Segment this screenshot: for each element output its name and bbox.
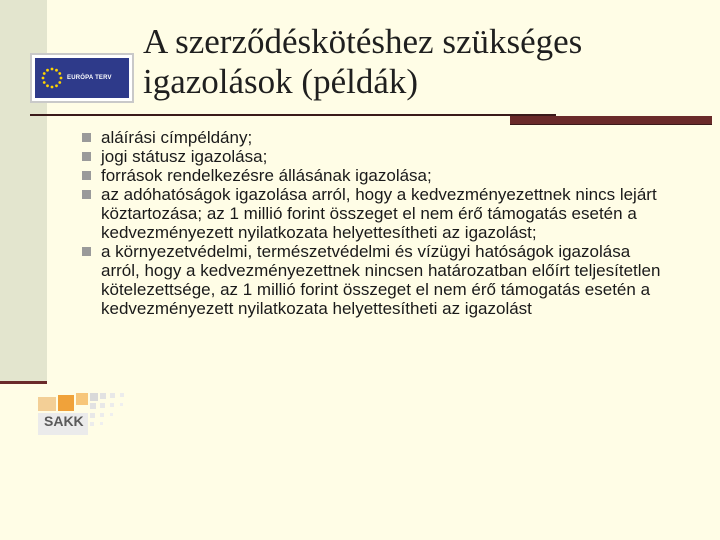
bullet-text: jogi státusz igazolása; <box>101 147 268 166</box>
bullet-text: aláírási címpéldány; <box>101 128 253 147</box>
bullet-square-icon <box>82 247 91 256</box>
bullet-text: források rendelkezésre állásának igazolása; <box>101 166 432 185</box>
bullet-text: a környezetvédelmi, természetvédelmi és vízügyi hatóságok igazolása arról, hogy a kedvezményezettnek nincsen határozatban előírt teljesítetlen kötelezettsége, az 1 millió forint összeget el nem érő támogatás esetén a kedvezményezett nyilatkozata helyettesítheti az igazolást <box>101 242 661 318</box>
slide-title <box>143 22 582 102</box>
bullet-square-icon <box>82 133 91 142</box>
eu-stars-icon <box>39 65 65 91</box>
left-band-cap <box>0 381 47 384</box>
bullet-square-icon <box>82 190 91 199</box>
eu-star <box>58 81 61 84</box>
eu-star <box>51 68 54 71</box>
eu-star <box>43 81 46 84</box>
eu-star <box>55 69 58 72</box>
europa-terv-logo-text: EURÓPA TERV <box>67 75 112 81</box>
title-accent-bar <box>510 116 712 124</box>
bullet-square-icon <box>82 152 91 161</box>
eu-star <box>46 84 49 87</box>
bullet-item <box>82 242 672 318</box>
bullet-item <box>82 185 672 242</box>
sakk-logo <box>36 391 132 437</box>
bullet-square-icon <box>82 171 91 180</box>
bullet-text: az adóhatóságok igazolása arról, hogy a kedvezményezettnek nincs lejárt köztartozása; az 1 millió forint összeget el nem érő támogatás esetén a kedvezményezett nyilatkozata helyettesítheti az igazolást; <box>101 185 657 242</box>
eu-star <box>46 69 49 72</box>
slide-title-line-2: igazolások (példák) <box>143 62 419 101</box>
slide-title-line-1: A szerződéskötéshez szükséges <box>143 22 583 61</box>
eu-star <box>55 84 58 87</box>
eu-star <box>60 77 63 80</box>
europa-terv-logo <box>30 53 134 103</box>
bullet-item <box>82 147 672 166</box>
eu-star <box>58 72 61 75</box>
eu-star <box>43 72 46 75</box>
eu-star <box>51 86 54 89</box>
title-accent-line <box>510 124 712 125</box>
bullet-list <box>82 128 672 318</box>
sakk-logo-text: SAKK <box>44 413 84 429</box>
eu-star <box>42 77 45 80</box>
bullet-item <box>82 128 672 147</box>
bullet-item <box>82 166 672 185</box>
title-underline <box>30 114 556 116</box>
